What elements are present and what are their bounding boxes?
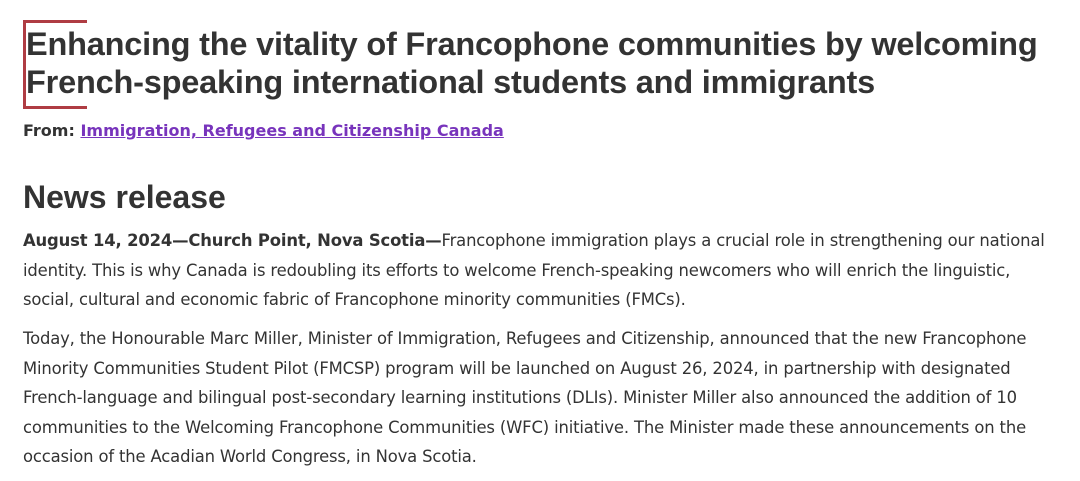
dateline: August 14, 2024—Church Point, Nova Scotia— <box>23 231 442 250</box>
page-title: Enhancing the vitality of Francophone communities by welcoming French-speaking international students and immigrants <box>26 26 1038 100</box>
section-heading: News release <box>23 179 226 215</box>
from-label: From: <box>23 121 75 140</box>
paragraph-1-body: Francophone immigration plays a crucial role in strengthening our national identity. This is why Canada is redoubling its efforts to welcome French-speaking newcomers who will enrich the linguistic, social, cultural and economic fabric of Francophone minority communities (FMCs). <box>23 231 1045 309</box>
from-line <box>23 120 504 142</box>
department-link[interactable]: Immigration, Refugees and Citizenship Canada <box>80 121 504 140</box>
paragraph-1 <box>23 226 1063 315</box>
paragraph-2: Today, the Honourable Marc Miller, Minister of Immigration, Refugees and Citizenship, announced that the new Francophone Minority Communities Student Pilot (FMCSP) program will be launched on August 26, 2024, in partnership with designated French-language and bilingual post-secondary learning institutions (DLIs). Minister Miller also announced the addition of 10 communities to the Welcoming Francophone Communities (WFC) initiative. The Minister made these announcements on the occasion of the Acadian World Congress, in Nova Scotia. <box>23 329 1027 466</box>
